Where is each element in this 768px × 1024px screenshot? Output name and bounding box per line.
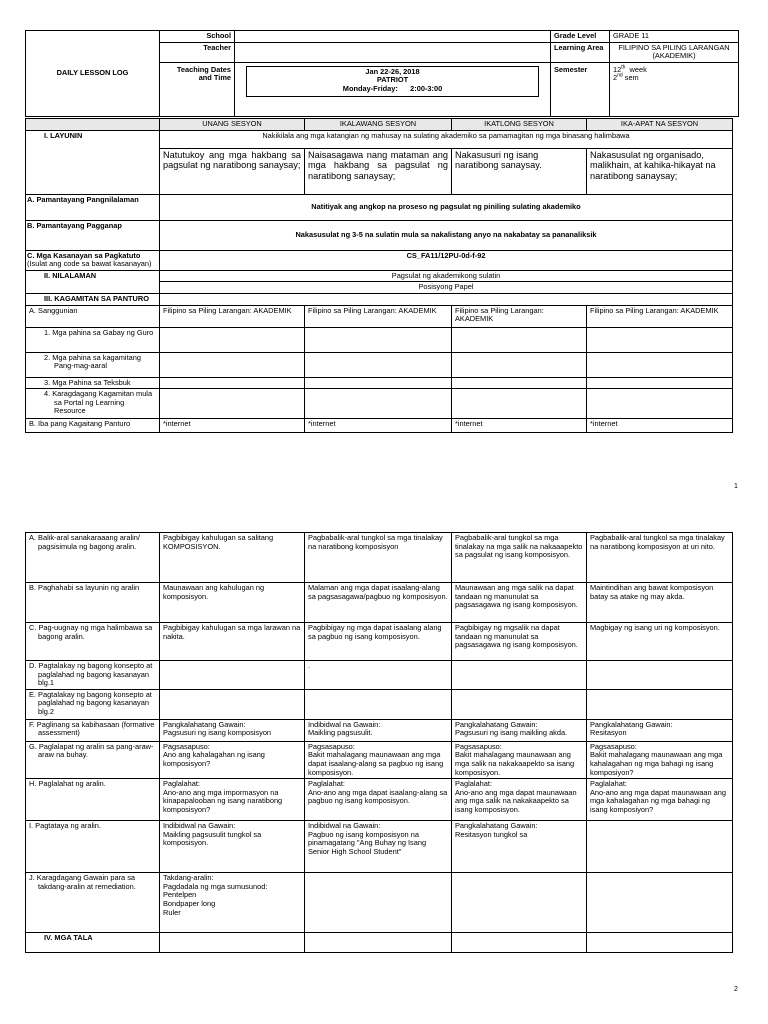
procedure-cell-session-4: Pangkalahatang Gawain: Resitasyon	[587, 719, 733, 741]
learning-area-label: Learning Area	[551, 42, 610, 62]
procedure-cell-session-1: Indibidwal na Gawain: Maikling pagsusulit tungkol sa komposisyon.	[160, 821, 305, 873]
sem-line: 2nd sem	[613, 72, 639, 83]
session-header-2: IKALAWANG SESYON	[305, 119, 452, 131]
procedure-cell-session-2	[305, 873, 452, 933]
procedure-cell-session-2: Malaman ang mga dapat isaalang-alang sa pagsasagawa/pagbuo ng komposisyon.	[305, 583, 452, 623]
section-value: PATRIOT	[376, 75, 409, 85]
procedure-row	[26, 873, 733, 933]
teaching-dates-label: Teaching Dates and Time	[160, 62, 235, 116]
objective-2: Naisasagawa nang mataman ang mga hakbang sa pagsulat ng naratibong sanaysay;	[305, 148, 452, 194]
nilalaman-label: II. NILALAMAN	[26, 270, 160, 293]
procedure-cell-session-3: Maunawaan ang mga salik na dapat tandaan ng manunulat sa pagsasagawa ng isang komposisyon.	[452, 583, 587, 623]
pangnilalaman-label: A. Pamantayang Pangnilalaman	[26, 194, 160, 220]
procedure-label: G. Paglalapat ng aralin sa pang-araw-araw na buhay.	[26, 741, 160, 778]
procedure-cell-session-4	[587, 821, 733, 873]
procedure-cell-session-3	[452, 873, 587, 933]
procedure-label: C. Pag-uugnay ng mga halimbawa sa bagong aralin.	[26, 623, 160, 661]
objective-1: Natutukoy ang mga hakbang sa pagsulat ng naratibong sanaysay;	[160, 148, 305, 194]
procedure-cell-session-2: .	[305, 661, 452, 690]
lesson-table-page2	[25, 532, 733, 953]
sanggunian-4: Filipino sa Piling Larangan: AKADEMIK	[587, 305, 733, 327]
pagganap-label: B. Pamantayang Pagganap	[26, 220, 160, 250]
procedure-cell-session-3: Pagbabalik-aral tungkol sa mga tinalakay na mga salik na nakaaapekto sa pagsulat ng isang komposisyon.	[452, 533, 587, 583]
semester-label: Semester	[551, 62, 610, 116]
procedure-label: A. Balik-aral sanakaraaang aralin/ pagsisimula ng bagong aralin.	[26, 533, 160, 583]
procedure-label: F. Paglinang sa kabihasaan (formative assessment)	[26, 719, 160, 741]
page-number-2: 2	[734, 986, 738, 993]
procedure-label: H. Paglalahat ng aralin.	[26, 779, 160, 821]
teaching-dates-cell	[235, 62, 551, 116]
iba-kagamitan-label: B. Iba pang Kagaitang Panturo	[26, 419, 160, 433]
procedure-label: J. Karagdagang Gawain para sa takdang-aralin at remediation.	[26, 873, 160, 933]
procedure-cell-session-2: Pagsasapuso: Bakit mahalagang maunawaan ang mga dapat isaalang-alang sa pagbuo ng isang komposisyon.	[305, 741, 452, 778]
pagganap-value: Nakasusulat ng 3-5 na sulatin mula sa nakalistang anyo na nakabatay sa pananaliksik	[160, 220, 733, 250]
procedure-cell-session-4	[587, 661, 733, 690]
kagamitang-mag-aaral-label: 2. Mga pahina sa kagamitang Pang-mag-aaral	[26, 352, 160, 377]
dates-value: Jan 22-26, 2018	[365, 66, 420, 76]
procedure-cell-session-4: Maintindihan ang bawat komposisyon batay sa atake ng may akda.	[587, 583, 733, 623]
procedure-cell-session-1	[160, 689, 305, 719]
procedure-cell-session-3: Pangkalahatang Gawain: Pagsusuri ng isang maikling akda.	[452, 719, 587, 741]
pamamaraan-rows	[26, 533, 733, 933]
nilalaman-line2: Posisyong Papel	[160, 282, 733, 294]
procedure-cell-session-1: Pagsasapuso: Ano ang kahalagahan ng isang komposisyon?	[160, 741, 305, 778]
layunin-summary: Nakikilala ang mga katangian ng mahusay na sulating akademiko sa pamamagitan ng mga binasang halimbawa	[160, 130, 733, 148]
procedure-label: B. Paghahabi sa layunin ng aralin	[26, 583, 160, 623]
objective-4: Nakasusulat ng organisado, malikhain, at kahika-hikayat na naratibong sanaysay;	[587, 148, 733, 194]
pangnilalaman-value: Natitiyak ang angkop na proseso ng pagsulat ng piniling sulating akademiko	[160, 194, 733, 220]
procedure-cell-session-1	[160, 661, 305, 690]
nilalaman-line1: Pagsulat ng akademikong sulatin	[160, 270, 733, 282]
week-line: 12th week	[613, 64, 647, 74]
sanggunian-1: Filipino sa Piling Larangan: AKADEMIK	[160, 305, 305, 327]
log-title: DAILY LESSON LOG	[26, 31, 160, 117]
procedure-cell-session-4: Pagbabalik-aral tungkol sa mga tinalakay na naratibong komposisyon at uri nito.	[587, 533, 733, 583]
procedure-cell-session-2: Pagbabalik-aral tungkol sa mga tinalakay na naratibong komposisyon	[305, 533, 452, 583]
portal-lr-label: 4. Karagdagang Kagamitan mula sa Portal ng Learning Resource	[26, 389, 160, 419]
procedure-cell-session-2: Indibidwal na Gawain: Pagbuo ng isang komposisyon na pinamagatang "Ang Buhay ng Isang Senior High School Student"	[305, 821, 452, 873]
procedure-cell-session-3: Pagsasapuso: Bakit mahalagang maunawaan ang mga salik na nakakaapekto sa isang komposisyon.	[452, 741, 587, 778]
procedure-cell-session-1: Takdang-aralin: Pagdadala ng mga sumusunod: Pentelpen Bondpaper long Ruler	[160, 873, 305, 933]
procedure-row	[26, 719, 733, 741]
session-header-1: UNANG SESYON	[160, 119, 305, 131]
schedule-value: Monday-Friday: 2:00-3:00	[342, 83, 443, 93]
iba-kagamitan-3: *internet	[452, 419, 587, 433]
procedure-cell-session-3: Paglalahat: Ano-ano ang mga dapat maunawaan ang mga salik na nakakaapekto sa isang komposisyon.	[452, 779, 587, 821]
procedure-cell-session-4: Magbigay ng isang uri ng komposisyon.	[587, 623, 733, 661]
procedure-label: E. Pagtalakay ng bagong konsepto at paglalahad ng bagong kasanayan blg.2	[26, 689, 160, 719]
procedure-cell-session-2: Paglalahat: Ano-ano ang mga dapat isaalang-alang sa pagbuo ng isang komposisyon.	[305, 779, 452, 821]
procedure-cell-session-1: Paglalahat: Ano-ano ang mga impormasyon na kinapapalooban ng isang naratibong komposisyon?	[160, 779, 305, 821]
gabay-guro-label: 1. Mga pahina sa Gabay ng Guro	[26, 327, 160, 352]
iba-kagamitan-4: *internet	[587, 419, 733, 433]
teacher-label: Teacher	[160, 42, 235, 62]
procedure-row	[26, 689, 733, 719]
procedure-cell-session-1: Pangkalahatang Gawain: Pagsusuri ng isang komposisyon	[160, 719, 305, 741]
procedure-row	[26, 821, 733, 873]
session-header-4: IKA-APAT NA SESYON	[587, 119, 733, 131]
procedure-row	[26, 741, 733, 778]
layunin-label: I. LAYUNIN	[26, 130, 160, 194]
procedure-cell-session-2: Indibidwal na Gawain: Maikling pagsusulit.	[305, 719, 452, 741]
procedure-cell-session-1: Pagbibigay kahulugan sa salitang KOMPOSISYON.	[160, 533, 305, 583]
teaching-dates-box	[246, 66, 539, 97]
procedure-cell-session-4: Paglalahat: Ano-ano ang mga dapat maunawaan ang mga kahalagahan ng mga bahagi ng isang komposiyon?	[587, 779, 733, 821]
lesson-table-page1	[25, 118, 733, 433]
procedure-row	[26, 533, 733, 583]
procedure-cell-session-2	[305, 689, 452, 719]
procedure-label: D. Pagtalakay ng bagong konsepto at paglalahad ng bagong kasanayan blg.1	[26, 661, 160, 690]
procedure-cell-session-3: Pagbibigay ng mgsalik na dapat tandaan ng manunulat sa pagsasagawa ng isang komposisyon.	[452, 623, 587, 661]
procedure-cell-session-3	[452, 689, 587, 719]
procedure-row	[26, 661, 733, 690]
learning-area-value: FILIPINO SA PILING LARANGAN (AKADEMIK)	[610, 42, 739, 62]
procedure-cell-session-1: Pagbibigay kahulugan sa mga larawan na nakita.	[160, 623, 305, 661]
kagamitan-label: III. KAGAMITAN SA PANTURO	[26, 293, 160, 305]
session-header-3: IKATLONG SESYON	[452, 119, 587, 131]
procedure-row	[26, 623, 733, 661]
header-table	[25, 30, 739, 117]
procedure-cell-session-2: Pagbibigay ng mga dapat isaalang alang sa pagbuo ng isang komposisyon.	[305, 623, 452, 661]
grade-level-value: GRADE 11	[610, 31, 739, 43]
school-field[interactable]	[235, 31, 551, 43]
sanggunian-2: Filipino sa Piling Larangan: AKADEMIK	[305, 305, 452, 327]
iba-kagamitan-1: *internet	[160, 419, 305, 433]
procedure-cell-session-3	[452, 661, 587, 690]
procedure-cell-session-4	[587, 689, 733, 719]
sanggunian-3: Filipino sa Piling Larangan: AKADEMIK	[452, 305, 587, 327]
teacher-field[interactable]	[235, 42, 551, 62]
procedure-cell-session-4: Pagsasapuso: Bakit mahalagang maunawaan ang mga kahalagahan ng mga bahagi ng isang komposiyon?	[587, 741, 733, 778]
page-number-1: 1	[734, 483, 738, 490]
kasanayan-code: CS_FA11/12PU-0d-f-92	[160, 250, 733, 270]
school-label: School	[160, 31, 235, 43]
kasanayan-label: C. Mga Kasanayan sa Pagkatuto (Isulat ang code sa bawat kasanayan)	[26, 250, 160, 270]
procedure-cell-session-4	[587, 873, 733, 933]
procedure-label: I. Pagtataya ng aralin.	[26, 821, 160, 873]
procedure-row	[26, 779, 733, 821]
procedure-cell-session-1: Maunawaan ang kahulugan ng komposisyon.	[160, 583, 305, 623]
mga-tala-label: IV. MGA TALA	[26, 933, 160, 953]
iba-kagamitan-2: *internet	[305, 419, 452, 433]
grade-level-label: Grade Level	[551, 31, 610, 43]
procedure-row	[26, 583, 733, 623]
objective-3: Nakasusuri ng isang naratibong sanaysay.	[452, 148, 587, 194]
teksbuk-label: 3. Mga Pahina sa Teksbuk	[26, 377, 160, 389]
sanggunian-label: A. Sanggunian	[26, 305, 160, 327]
procedure-cell-session-3: Pangkalahatang Gawain: Resitasyon tungkol sa	[452, 821, 587, 873]
semester-value	[610, 62, 739, 116]
